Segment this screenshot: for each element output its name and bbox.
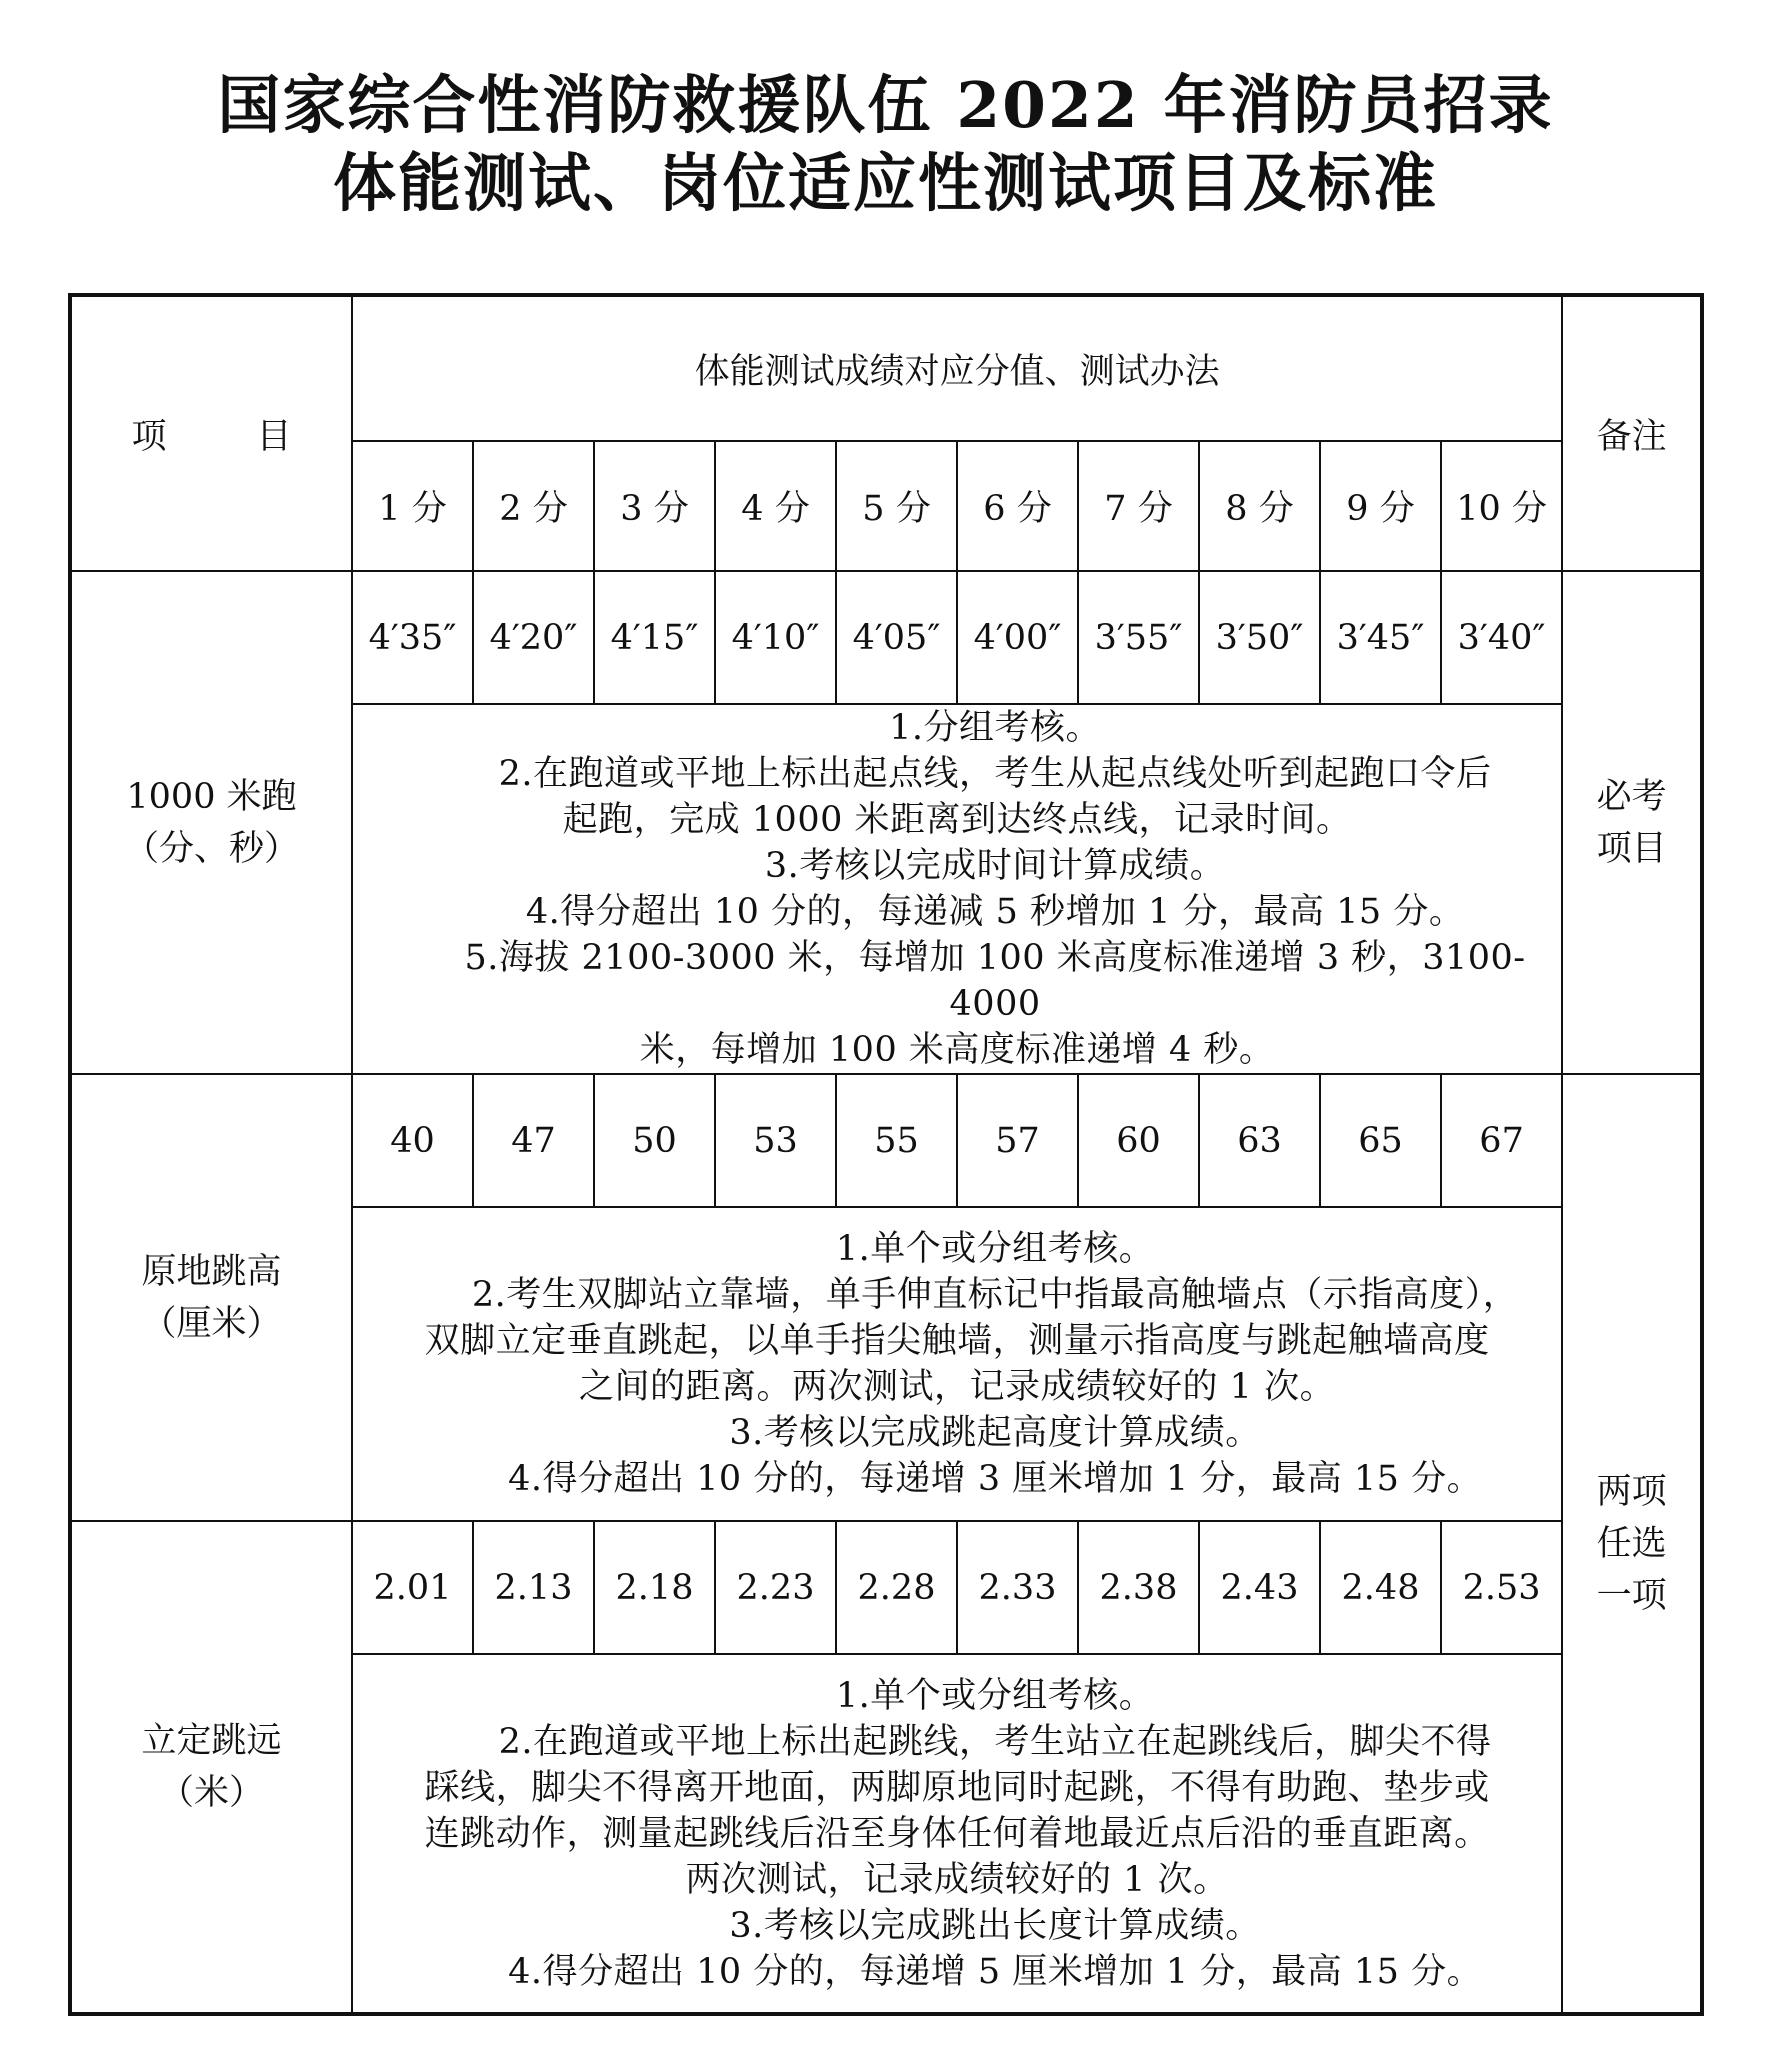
item-unit: （米） [158,1773,264,1813]
value-cell: 4′00″ [957,571,1078,704]
value-cell: 53 [715,1074,836,1207]
value-cell: 3′40″ [1441,571,1562,704]
value-cell: 55 [836,1074,957,1207]
method-line: 2.考生双脚站立靠墙，单手伸直标记中指最高触墙点（示指高度）， [471,1275,1519,1315]
item-cell-1000m-run [70,571,352,1074]
value-cell: 2.18 [594,1521,715,1654]
header-item-char-1: 项 [131,416,167,457]
item-name: 立定跳远 [141,1721,282,1761]
note-cell-required [1562,571,1702,1074]
method-line: 2.在跑道或平地上标出起点线，考生从起点线处听到起跑口令后 [498,754,1492,794]
value-cell: 4′20″ [473,571,594,704]
method-line: 1.单个或分组考核。 [835,1229,1155,1269]
value-cell: 3′55″ [1078,571,1199,704]
method-line: 1.单个或分组考核。 [835,1675,1155,1716]
method-line: 2.在跑道或平地上标出起跳线，考生站立在起跳线后，脚尖不得 [498,1721,1492,1762]
method-line: 1.分组考核。 [889,708,1102,748]
method-line: 3.考核以完成跳出长度计算成绩。 [729,1905,1261,1946]
method-line: 4.得分超出 10 分的，每递减 5 秒增加 1 分，最高 15 分。 [525,892,1465,932]
value-cell: 67 [1441,1074,1562,1207]
value-cell: 47 [473,1074,594,1207]
page-title-line-1: 国家综合性消防救援队伍 2022 年消防员招录 [217,68,1554,142]
value-cell: 57 [957,1074,1078,1207]
score-header: 2 分 [473,441,594,571]
value-cell: 40 [352,1074,473,1207]
method-line: 5.海拔 2100-3000 米，每增加 100 米高度标准递增 3 秒，3100-4000 [464,938,1526,1024]
item-unit: （厘米） [141,1303,282,1344]
score-header: 6 分 [957,441,1078,571]
score-header: 1 分 [352,441,473,571]
method-line: 双脚立定垂直跳起，以单手指尖触墙，测量示指高度与跳起触墙高度 [424,1321,1490,1361]
score-header: 9 分 [1320,441,1441,571]
item-cell-standing-high-jump [70,1074,352,1521]
method-line: 3.考核以完成时间计算成绩。 [764,846,1226,886]
value-cell: 2.38 [1078,1521,1199,1654]
value-cell: 2.53 [1441,1521,1562,1654]
method-line: 两次测试，记录成绩较好的 1 次。 [685,1859,1229,1900]
header-item-cell [70,295,352,571]
value-cell: 2.23 [715,1521,836,1654]
value-cell: 2.13 [473,1521,594,1654]
value-cell: 50 [594,1074,715,1207]
method-cell-standing-long-jump [352,1654,1562,2014]
standards-table [68,293,1704,2016]
method-line: 踩线，脚尖不得离开地面，两脚原地同时起跳，不得有助跑、垫步或 [424,1767,1490,1808]
score-header: 8 分 [1199,441,1320,571]
value-cell: 2.43 [1199,1521,1320,1654]
value-cell: 4′10″ [715,571,836,704]
method-line: 3.考核以完成跳起高度计算成绩。 [729,1413,1261,1453]
value-cell: 4′15″ [594,571,715,704]
value-cell: 2.33 [957,1521,1078,1654]
item-cell-standing-long-jump [70,1521,352,2014]
page-title-line-2: 体能测试、岗位适应性测试项目及标准 [333,146,1438,220]
value-cell: 4′05″ [836,571,957,704]
value-cell: 2.01 [352,1521,473,1654]
method-line: 起跑，完成 1000 米距离到达终点线，记录时间。 [562,800,1352,840]
value-cell: 3′50″ [1199,571,1320,704]
header-item-char-2: 目 [256,416,292,457]
method-cell-standing-high-jump [352,1207,1562,1521]
item-name: 原地跳高 [141,1251,282,1292]
score-header: 10 分 [1441,441,1562,571]
value-cell: 3′45″ [1320,571,1441,704]
score-header: 3 分 [594,441,715,571]
method-line: 连跳动作，测量起跳线后沿至身体任何着地最近点后沿的垂直距离。 [424,1813,1490,1854]
method-line: 4.得分超出 10 分的，每递增 5 厘米增加 1 分，最高 15 分。 [508,1951,1483,1992]
method-line: 之间的距离。两次测试，记录成绩较好的 1 次。 [579,1367,1336,1407]
item-name: 1000 米跑 [126,776,297,817]
note-cell-choose-one [1562,1074,1702,2014]
method-line: 4.得分超出 10 分的，每递增 3 厘米增加 1 分，最高 15 分。 [508,1459,1483,1499]
method-cell-1000m-run [352,704,1562,1074]
value-cell: 2.28 [836,1521,957,1654]
note-line: 一项 [1596,1575,1667,1616]
header-note: 备注 [1562,295,1702,571]
note-line: 两项 [1596,1471,1667,1512]
value-cell: 60 [1078,1074,1199,1207]
score-header: 5 分 [836,441,957,571]
header-main: 体能测试成绩对应分值、测试办法 [352,295,1562,441]
note-line: 项目 [1596,828,1667,869]
value-cell: 63 [1199,1074,1320,1207]
score-header: 7 分 [1078,441,1199,571]
value-cell: 65 [1320,1074,1441,1207]
score-header: 4 分 [715,441,836,571]
note-line: 必考 [1596,776,1667,817]
note-line: 任选 [1596,1523,1667,1564]
item-unit: （分、秒） [123,828,299,869]
value-cell: 2.48 [1320,1521,1441,1654]
value-cell: 4′35″ [352,571,473,704]
method-line: 米，每增加 100 米高度标准递增 4 秒。 [639,1030,1275,1070]
